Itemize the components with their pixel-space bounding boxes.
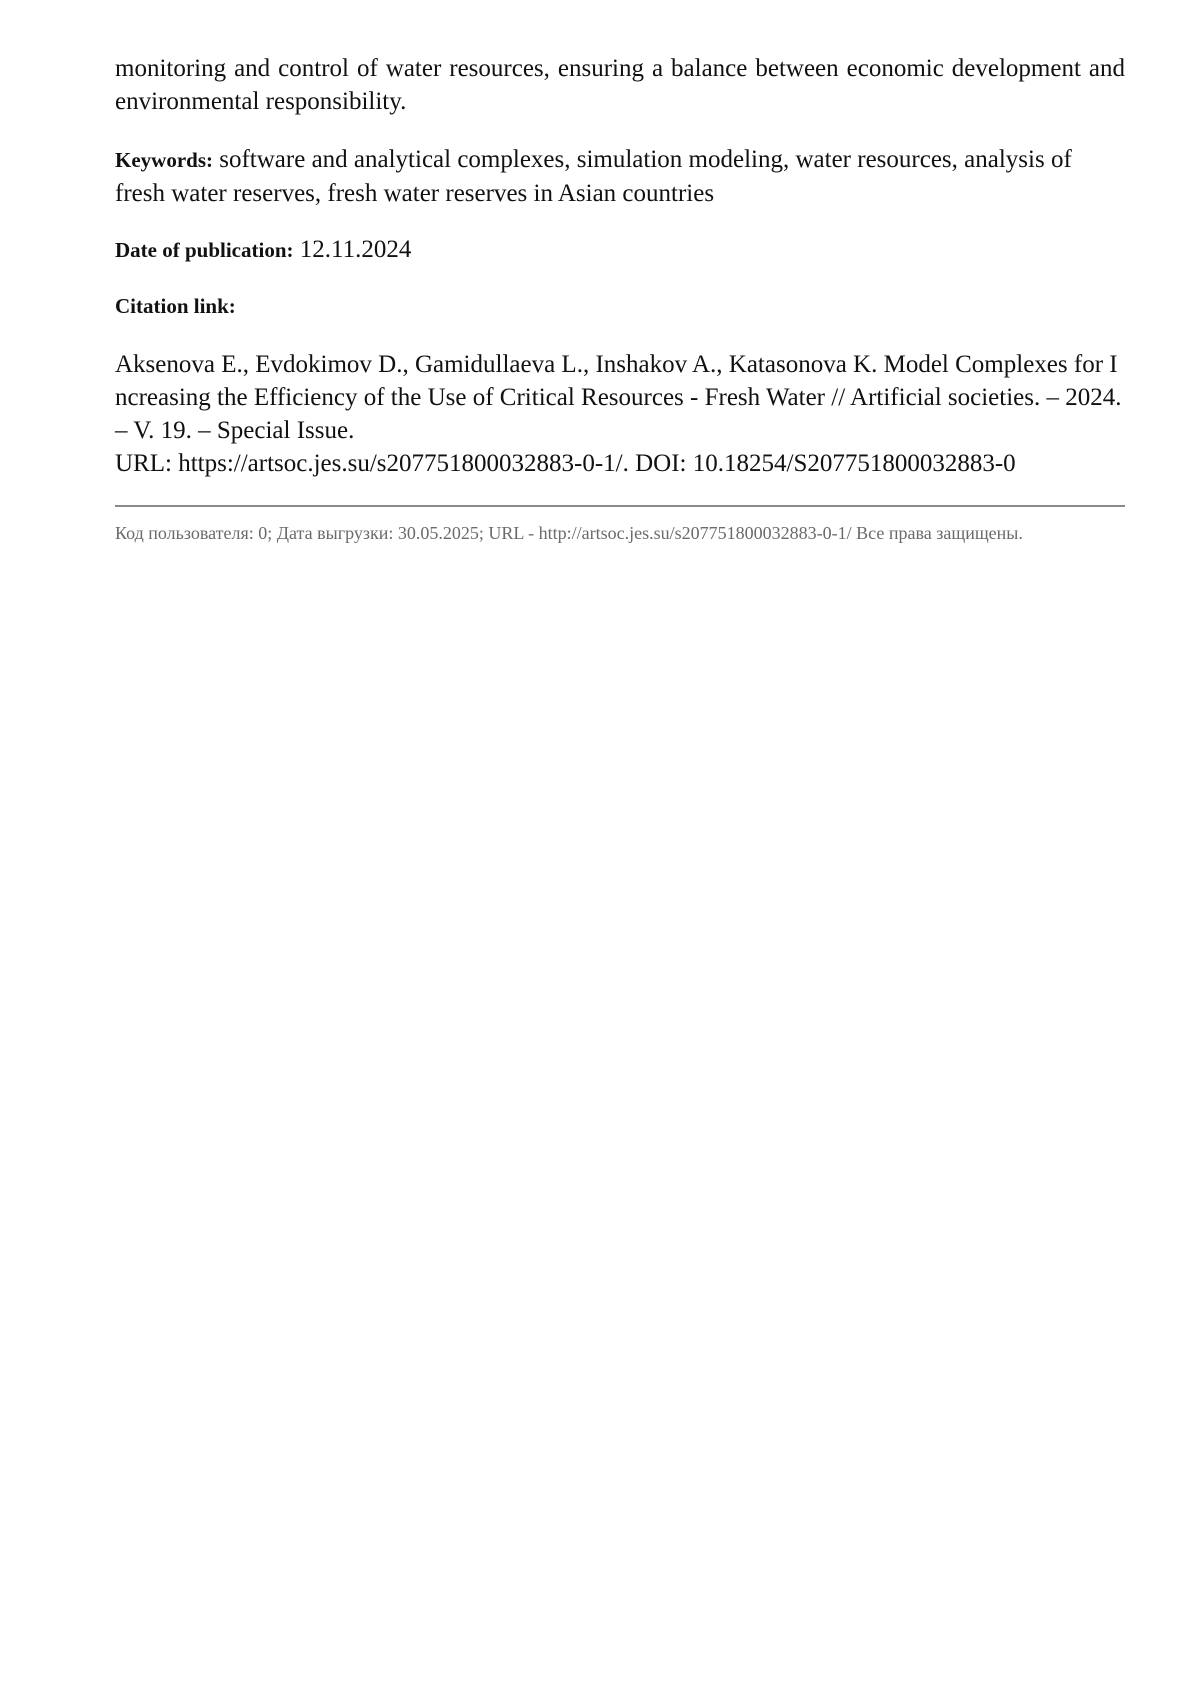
publication-date-section [115, 233, 1125, 267]
publication-date-value: 12.11.2024 [299, 236, 412, 263]
abstract-text: monitoring and control of water resources, ensuring a balance between economic development and environmental responsibility. [115, 55, 1125, 115]
citation-label: Citation link: [115, 294, 236, 318]
footer-divider [115, 505, 1125, 507]
publication-date-label: Date of publication: [115, 238, 294, 262]
citation-url-doi[interactable]: URL: https://artsoc.jes.su/s207751800032883-0-1/. DOI: 10.18254/S207751800032883-0 [115, 450, 1016, 477]
citation-reference: Aksenova E., Evdokimov D., Gamidullaeva L., Inshakov A., Katasonova K. Model Complexes for Increasing the Efficiency of the Use of Critical Resources - Fresh Water // Artificial societies. – 2024. – V. 19. – Special Issue. [115, 351, 1122, 444]
keywords-section [115, 143, 1125, 210]
document-page [115, 52, 1125, 546]
keywords-label: Keywords: [115, 148, 213, 172]
footer-text: Код пользователя: 0; Дата выгрузки: 30.05.2025; URL - http://artsoc.jes.su/s207751800032883-0-1/ Все права защищены. [115, 523, 1023, 543]
citation-block [115, 348, 1125, 480]
keywords-text: software and analytical complexes, simulation modeling, water resources, analysis of fresh water reserves, fresh water reserves in Asian countries [115, 146, 1072, 207]
